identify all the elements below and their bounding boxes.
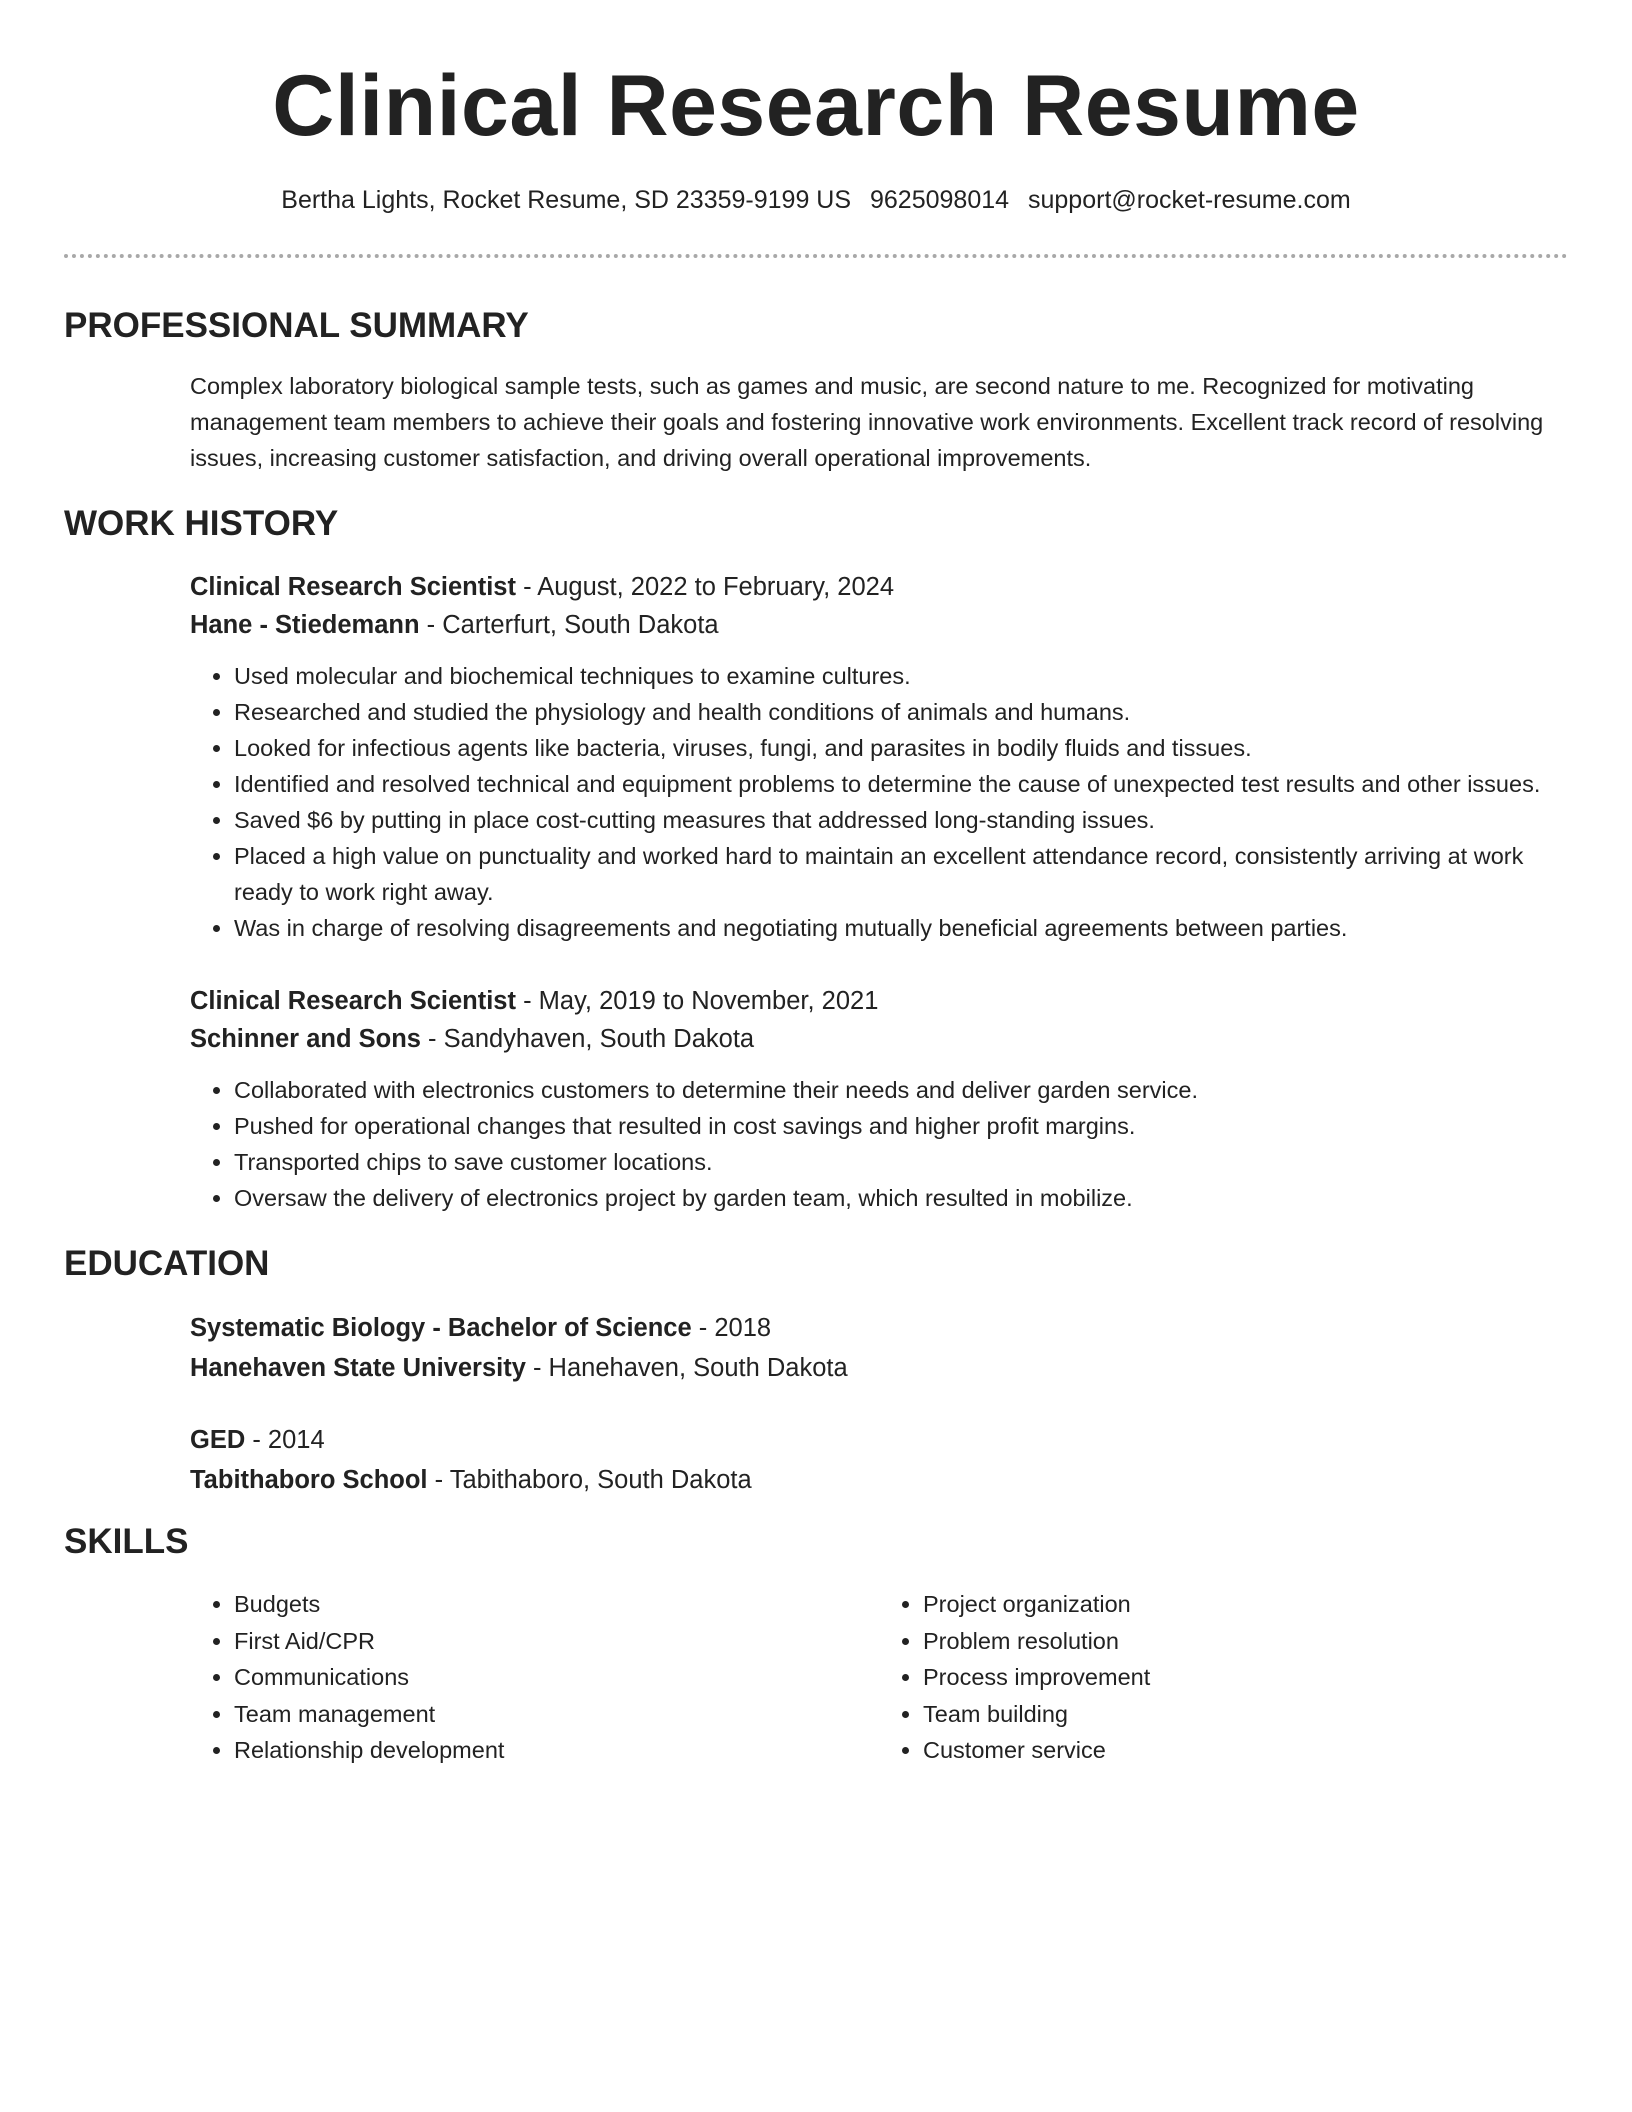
- job-title-line: [190, 982, 1568, 1020]
- list-item: • Looked for infectious agents like bacteria, viruses, fungi, and parasites in bodily fluids and tissues.: [234, 730, 1568, 766]
- list-item: • Used molecular and biochemical techniques to examine cultures.: [234, 658, 1568, 694]
- edu-year: - 2014: [245, 1426, 325, 1454]
- list-item: • Identified and resolved technical and equipment problems to determine the cause of unexpected test results and other issues.: [234, 766, 1568, 802]
- list-item: • First Aid/CPR: [234, 1623, 879, 1660]
- list-item: • Collaborated with electronics customers to determine their needs and deliver garden service.: [234, 1072, 1568, 1108]
- edu-degree: GED: [190, 1426, 246, 1454]
- skills-list-right: [879, 1586, 1568, 1769]
- list-item: • Relationship development: [234, 1732, 879, 1769]
- edu-degree-line: [190, 1420, 1568, 1460]
- list-item: • Project organization: [923, 1586, 1568, 1623]
- section-heading-education: EDUCATION: [64, 1244, 270, 1283]
- job-title: Clinical Research Scientist: [190, 573, 516, 601]
- contact-email[interactable]: support@rocket-resume.com: [1028, 186, 1351, 214]
- job-entry: [190, 982, 1568, 1058]
- resume-title: Clinical Research Resume: [272, 58, 1360, 154]
- edu-degree: Systematic Biology - Bachelor of Science: [190, 1314, 692, 1342]
- edu-school-line: [190, 1460, 1568, 1500]
- list-item: • Problem resolution: [923, 1623, 1568, 1660]
- list-item: • Pushed for operational changes that resulted in cost savings and higher profit margins.: [234, 1108, 1568, 1144]
- skills-columns: [190, 1586, 1568, 1769]
- edu-school-line: [190, 1348, 1568, 1388]
- job-location: - Carterfurt, South Dakota: [419, 611, 719, 639]
- list-item: • Team building: [923, 1696, 1568, 1733]
- list-item: • Team management: [234, 1696, 879, 1733]
- list-item: • Customer service: [923, 1732, 1568, 1769]
- edu-school: Hanehaven State University: [190, 1354, 526, 1382]
- list-item: • Transported chips to save customer locations.: [234, 1144, 1568, 1180]
- section-heading-skills: SKILLS: [64, 1522, 189, 1561]
- job-company-line: [190, 1020, 1568, 1058]
- resume-page: [64, 0, 1568, 1769]
- job-company: Schinner and Sons: [190, 1025, 421, 1053]
- edu-school: Tabithaboro School: [190, 1466, 428, 1494]
- contact-line: [64, 184, 1568, 216]
- list-item: • Oversaw the delivery of electronics project by garden team, which resulted in mobilize.: [234, 1180, 1568, 1216]
- edu-year: - 2018: [691, 1314, 772, 1342]
- list-item: • Placed a high value on punctuality and worked hard to maintain an excellent attendance record, consistently arriving at work ready to work right away.: [234, 838, 1568, 910]
- edu-degree-line: [190, 1308, 1568, 1348]
- list-item: • Was in charge of resolving disagreements and negotiating mutually beneficial agreements between parties.: [234, 910, 1568, 946]
- list-item: • Budgets: [234, 1586, 879, 1623]
- job-dates: - May, 2019 to November, 2021: [515, 987, 879, 1015]
- job-dates: - August, 2022 to February, 2024: [515, 573, 895, 601]
- edu-location: - Tabithaboro, South Dakota: [427, 1466, 752, 1494]
- section-heading-summary: PROFESSIONAL SUMMARY: [64, 306, 529, 345]
- job-title-line: [190, 568, 1568, 606]
- job-bullets: [190, 1072, 1568, 1216]
- skills-list-left: [190, 1586, 879, 1769]
- job-company-line: [190, 606, 1568, 644]
- job-entry: [190, 568, 1568, 644]
- section-heading-work: WORK HISTORY: [64, 504, 339, 543]
- job-company: Hane - Stiedemann: [190, 611, 420, 639]
- contact-phone: 9625098014: [870, 186, 1010, 214]
- header-divider: [64, 254, 1568, 258]
- job-bullets: [190, 658, 1568, 946]
- summary-text: Complex laboratory biological sample tests, such as games and music, are second nature to me. Recognized for motivating management team members to achieve their goals and fostering innovative work environments. Excellent track record of resolving issues, increasing customer satisfaction, and driving overall operational improvements.: [190, 373, 1544, 471]
- list-item: • Researched and studied the physiology and health conditions of animals and humans.: [234, 694, 1568, 730]
- education-entry: [190, 1420, 1568, 1500]
- list-item: • Saved $6 by putting in place cost-cutting measures that addressed long-standing issues.: [234, 802, 1568, 838]
- job-title: Clinical Research Scientist: [190, 987, 516, 1015]
- list-item: • Process improvement: [923, 1659, 1568, 1696]
- list-item: • Communications: [234, 1659, 879, 1696]
- contact-address: Bertha Lights, Rocket Resume, SD 23359-9199 US: [281, 186, 852, 214]
- job-location: - Sandyhaven, South Dakota: [420, 1025, 755, 1053]
- education-entry: [190, 1308, 1568, 1388]
- edu-location: - Hanehaven, South Dakota: [525, 1354, 848, 1382]
